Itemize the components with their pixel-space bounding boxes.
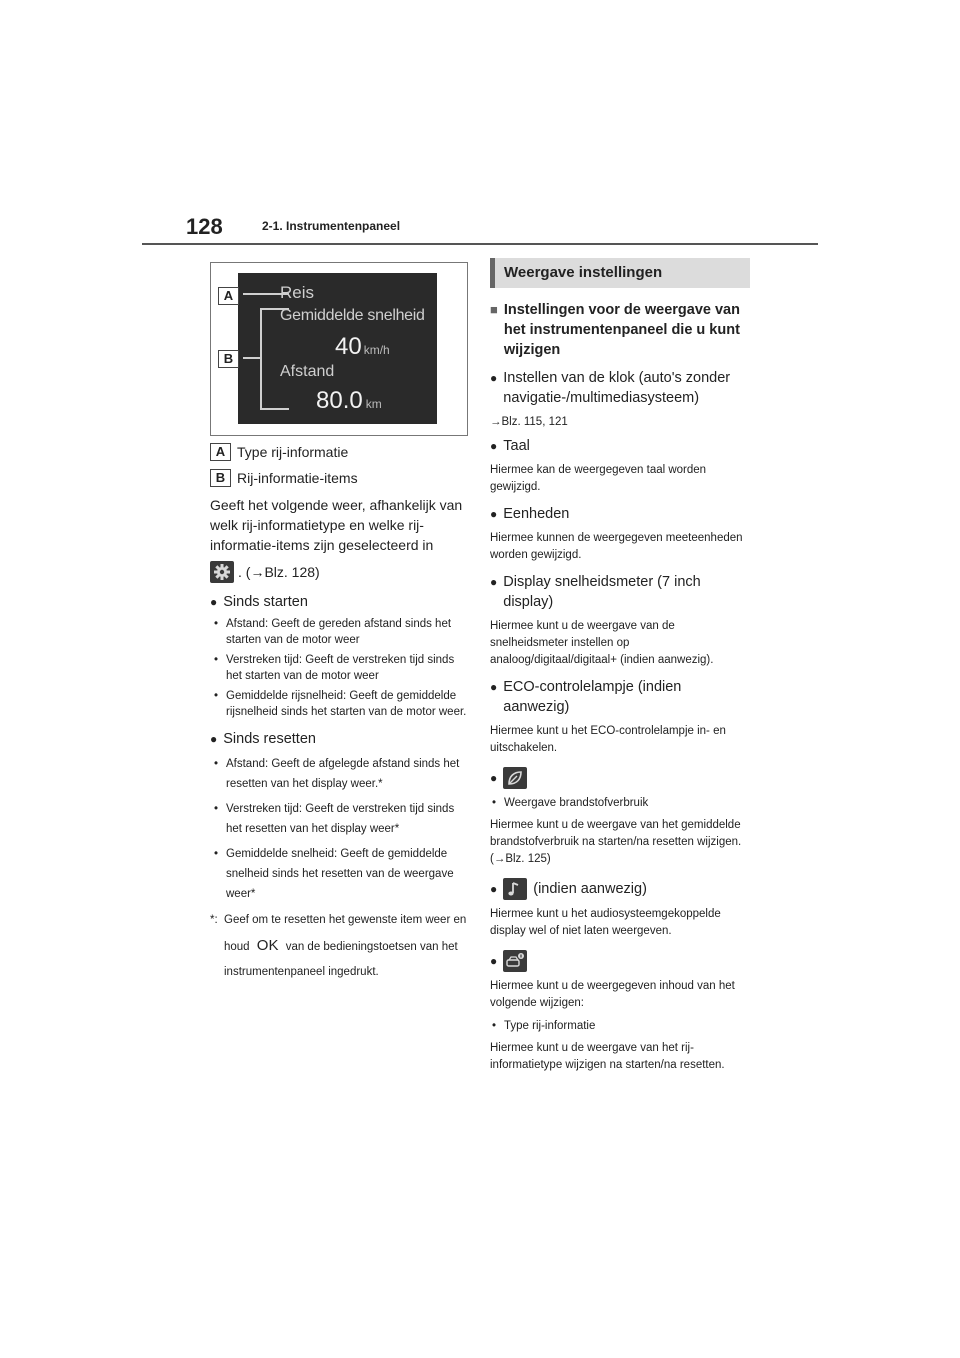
footnote-mark: *: (210, 914, 218, 926)
fuel-item: • Weergave brandstofverbruik (490, 795, 750, 811)
page-number: 128 (186, 214, 223, 239)
gear-icon (210, 561, 234, 583)
list-item: • Verstreken tijd: Geeft de verstreken tijd sinds het starten van de motor weer (210, 653, 468, 684)
klok-text: Instellen van de klok (auto's zonder navigatie-/multimediasysteem) (503, 370, 731, 406)
display-heading: ● Display snelheidsmeter (7 inch display) (490, 572, 750, 612)
display-gemiddelde: Gemiddelde snelheid (280, 307, 425, 324)
audio-suffix: (indien aanwezig) (533, 881, 647, 897)
content-desc: Hiermee kunt u de weergegeven inhoud van het volgende wijzigen: (490, 980, 735, 1009)
display-distance-value: 80.0 (316, 387, 363, 414)
legend-label-a: A (210, 443, 231, 461)
sub-heading: ■ Instellingen voor de weergave van het instrumentenpaneel die u kunt wijzigen (490, 300, 750, 360)
eco-desc: Hiermee kunt u het ECO-controlelampje in- en uitschakelen. (490, 725, 726, 754)
footnote-text-a: Geef om te resetten het gewenste item weer en houd (224, 914, 467, 953)
car-info-icon (503, 950, 527, 972)
legend-text-a: Type rij-informatie (237, 444, 349, 460)
fuel-desc: Hiermee kunt u de weergave van het gemiddelde brandstofverbruik na starten/na resetten wijzigen. (→Blz. 125) (490, 819, 742, 865)
intro-text: Geeft het volgende weer, afhankelijk van welk rij-informatietype en welke rij-informatie-items zijn geselecteerd in (210, 497, 463, 553)
taal-text: Taal (503, 438, 530, 454)
taal-desc: Hiermee kan de weergegeven taal worden gewijzigd. (490, 464, 707, 493)
eenheden-heading: ● Eenheden (490, 506, 570, 522)
footnote-text-b: van de bedieningstoetsen van het instrumentenpaneel ingedrukt. (224, 941, 458, 978)
music-note-icon (503, 878, 527, 900)
audio-desc: Hiermee kunt u het audiosysteemgekoppelde display wel of niet laten weergeven. (490, 908, 721, 937)
sinds-starten-heading: ● Sinds starten (210, 594, 308, 610)
sinds-resetten-label: Sinds resetten (223, 731, 316, 747)
content-heading: ● (490, 950, 750, 972)
header-rule (142, 243, 818, 245)
right-column (490, 258, 750, 1074)
gear-reference (210, 561, 468, 583)
sinds-resetten-heading: ● Sinds resetten (210, 731, 316, 747)
content-item-desc: Hiermee kunt u de weergave van het rij-informatietype wijzigen na starten/na resetten. (490, 1042, 725, 1071)
section-heading: Weergave instellingen (490, 258, 750, 288)
taal-heading: ● Taal (490, 438, 530, 454)
audio-heading: ● (indien aanwezig) (490, 878, 750, 900)
list-item: • Gemiddelde snelheid: Geeft de gemiddelde snelheid sinds het resetten van de weergave weer* (210, 844, 468, 904)
display-desc: Hiermee kunt u de weergave van de snelheidsmeter instellen op analoog/digitaal/digitaal+ (indien aanwezig). (490, 620, 714, 666)
content-item: • Type rij-informatie (490, 1018, 750, 1034)
eco-text: ECO-controlelampje (indien aanwezig) (503, 679, 682, 715)
ok-button-glyph: OK (256, 937, 279, 954)
sub-heading-text: Instellingen voor de weergave van het instrumentenpaneel die u kunt wijzigen (503, 302, 740, 358)
dashboard-figure (210, 262, 468, 436)
eenheden-text: Eenheden (503, 506, 570, 522)
display-afstand: Afstand (280, 363, 335, 380)
sinds-starten-label: Sinds starten (223, 594, 308, 610)
callout-lines (211, 263, 469, 437)
gear-ref-text: . (→Blz. 128) (238, 564, 320, 580)
list-item: • Gemiddelde rijsnelheid: Geeft de gemiddelde rijsnelheid sinds het starten van de motor weer. (210, 689, 468, 720)
left-column (210, 262, 468, 985)
leaf-icon (503, 767, 527, 789)
klok-heading: ● Instellen van de klok (auto's zonder navigatie-/multimediasysteem) (490, 368, 750, 408)
list-item: • Afstand: Geeft de afgelegde afstand sinds het resetten van het display weer.* (210, 754, 468, 794)
display-speed-value: 40 (335, 333, 362, 360)
figure-label-a: A (218, 287, 239, 305)
list-item: • Verstreken tijd: Geeft de verstreken tijd sinds het resetten van het display weer* (210, 799, 468, 839)
fuel-heading: ● (490, 767, 750, 789)
display-text: Display snelheidsmeter (7 inch display) (503, 574, 701, 610)
eenheden-desc: Hiermee kunnen de weergegeven meeteenheden worden gewijzigd. (490, 532, 743, 561)
footnote (210, 908, 468, 985)
figure-label-b: B (218, 350, 239, 368)
display-distance-unit: km (365, 397, 382, 411)
list-item: • Afstand: Geeft de gereden afstand sinds het starten van de motor weer (210, 617, 468, 648)
section-title: 2-1. Instrumentenpaneel (262, 219, 401, 233)
display-speed-unit: km/h (363, 343, 390, 357)
klok-reference: →Blz. 115, 121 (490, 416, 568, 428)
display-reis: Reis (280, 283, 315, 302)
legend-text-b: Rij-informatie-items (237, 470, 358, 486)
legend-row-b (210, 468, 468, 488)
eco-heading: ● ECO-controlelampje (indien aanwezig) (490, 677, 750, 717)
legend-label-b: B (210, 469, 231, 487)
legend-row-a (210, 442, 468, 462)
